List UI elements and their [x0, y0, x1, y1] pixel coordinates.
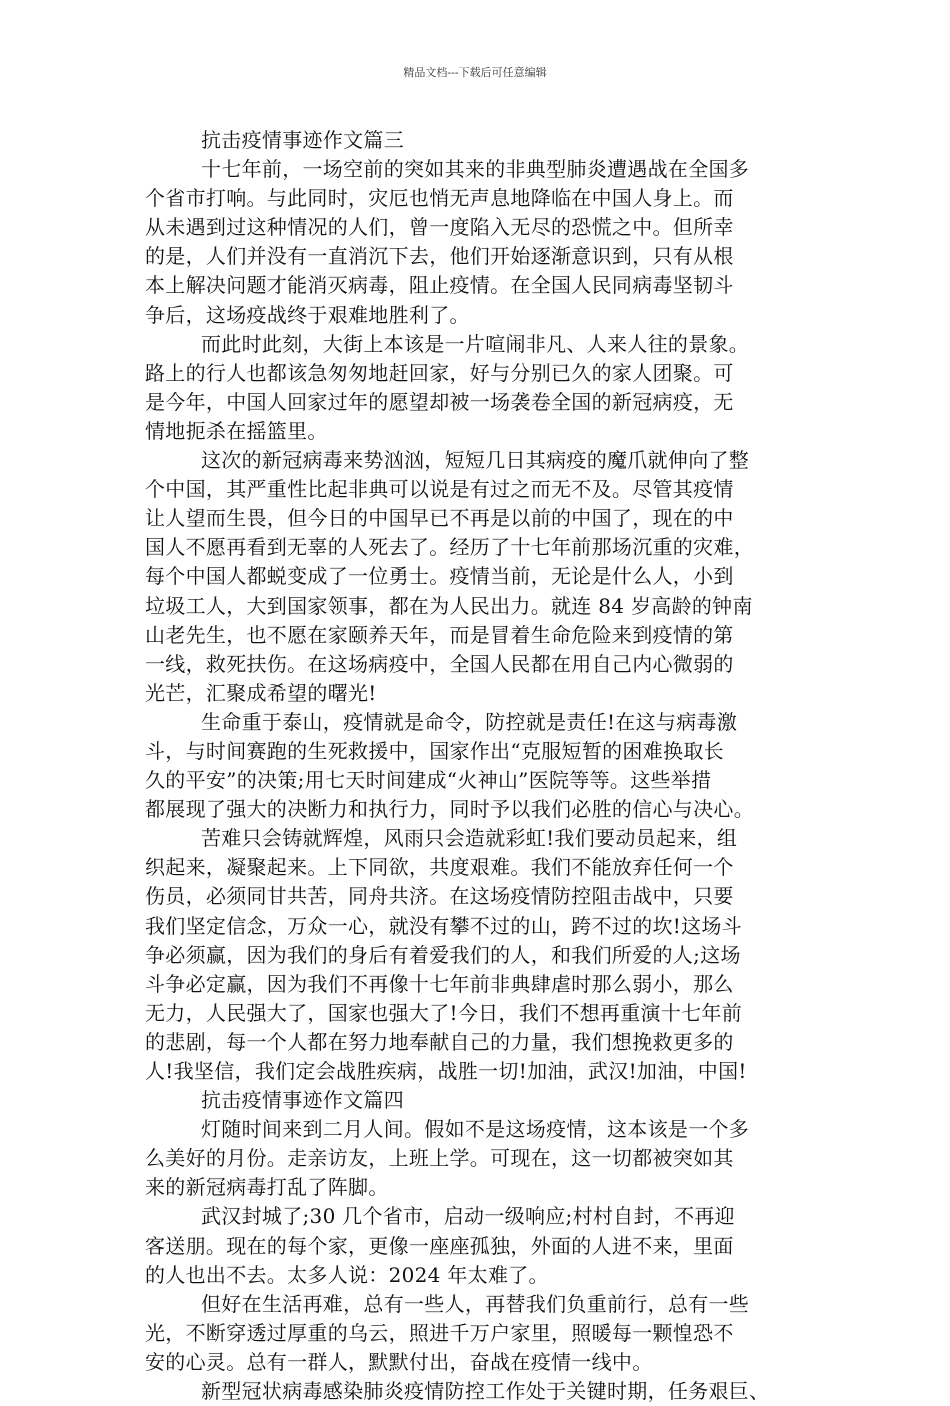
text-line: 人!我坚信，我们定会战胜疾病，战胜一切!加油，武汉!加油，中国! [145, 1059, 747, 1083]
text-line: 抗击疫情事迹作文篇三 [201, 128, 404, 152]
text-line: 么美好的月份。走亲访友，上班上学。可现在，这一切都被突如其 [145, 1146, 734, 1171]
text-line: 无力，人民强大了，国家也强大了!今日，我们不想再重演十七年前 [145, 1000, 743, 1025]
text-line: 斗，与时间赛跑的生死救援中，国家作出“克服短暂的困难换取长 [145, 738, 724, 763]
text-line: 生命重于泰山，疫情就是命令，防控就是责任!在这与病毒激 [201, 709, 738, 734]
text-line: 武汉封城了;30 几个省市，启动一级响应;村村自封，不再迎 [201, 1204, 735, 1229]
text-line: 久的平安”的决策;用七天时间建成“火神山”医院等等。这些举措 [145, 768, 712, 793]
text-line: 苦难只会铸就辉煌，风雨只会造就彩虹!我们要动员起来，组 [201, 826, 738, 851]
text-line: 新型冠状病毒感染肺炎疫情防控工作处于关键时期，任务艰巨、 [201, 1379, 770, 1404]
text-line: 个中国，其严重性比起非典可以说是有过之而无不及。尽管其疫情 [145, 477, 734, 502]
text-line: 安的心灵。总有一群人，默默付出，奋战在疫情一线中。 [145, 1349, 653, 1374]
text-line: 光芒，汇聚成希望的曙光! [145, 680, 377, 705]
text-line: 客送朋。现在的每个家，更像一座座孤独，外面的人进不来，里面 [145, 1233, 734, 1258]
text-line: 垃圾工人，大到国家领事，都在为人民出力。就连 84 岁高龄的钟南 [145, 593, 753, 618]
text-line: 光，不断穿透过厚重的乌云，照进千万户家里，照暖每一颗惶恐不 [145, 1320, 734, 1345]
text-line: 这次的新冠病毒来势汹汹，短短几日其病疫的魔爪就伸向了整 [201, 448, 750, 473]
text-line: 争后，这场疫战终于艰难地胜利了。 [145, 302, 470, 327]
text-line: 路上的行人也都该急匆匆地赶回家，好与分别已久的家人团聚。可 [145, 360, 734, 385]
text-line: 十七年前，一场空前的突如其来的非典型肺炎遭遇战在全国多 [201, 157, 750, 182]
text-line: 一线，救死扶伤。在这场病疫中，全国人民都在用自己内心微弱的 [145, 651, 734, 676]
text-line: 织起来，凝聚起来。上下同欲，共度艰难。我们不能放弃任何一个 [145, 855, 734, 880]
text-line: 从未遇到过这种情况的人们，曾一度陷入无尽的恐慌之中。但所幸 [145, 215, 734, 240]
text-line: 每个中国人都蜕变成了一位勇士。疫情当前，无论是什么人，小到 [145, 564, 734, 589]
text-line: 斗争必定赢，因为我们不再像十七年前非典肆虐时那么弱小，那么 [145, 971, 734, 996]
text-line: 情地扼杀在摇篮里。 [145, 418, 328, 443]
text-line: 的人也出不去。太多人说：2024 年太难了。 [145, 1262, 549, 1287]
text-line: 而此时此刻，大街上本该是一片喧闹非凡、人来人往的景象。 [201, 331, 750, 356]
text-line: 个省市打响。与此同时，灾厄也悄无声息地降临在中国人身上。而 [145, 186, 734, 211]
text-line: 伤员，必须同甘共苦，同舟共济。在这场疫情防控阻击战中，只要 [145, 884, 734, 909]
document-body [145, 126, 817, 1406]
text-line: 来的新冠病毒打乱了阵脚。 [145, 1175, 389, 1200]
text-line: 都展现了强大的决断力和执行力，同时予以我们必胜的信心与决心。 [145, 797, 754, 822]
text-line: 我们坚定信念，万众一心，就没有攀不过的山，跨不过的坎!这场斗 [145, 913, 743, 938]
text-line: 本上解决问题才能消灭病毒，阻止疫情。在全国人民同病毒坚韧斗 [145, 273, 734, 298]
text-line: 国人不愿再看到无辜的人死去了。经历了十七年前那场沉重的灾难， [145, 535, 754, 560]
text-line: 争必须赢，因为我们的身后有着爱我们的人，和我们所爱的人;这场 [145, 942, 741, 967]
page-header: 精品文档---下载后可任意编辑 [403, 66, 547, 79]
text-line: 抗击疫情事迹作文篇四 [201, 1088, 404, 1113]
text-line: 灯随时间来到二月人间。假如不是这场疫情，这本该是一个多 [201, 1117, 750, 1142]
text-line: 是今年，中国人回家过年的愿望却被一场袭卷全国的新冠病疫，无 [145, 389, 734, 414]
text-line: 的悲剧，每一个人都在努力地奉献自己的力量，我们想挽救更多的 [145, 1029, 734, 1054]
text-line: 让人望而生畏，但今日的中国早已不再是以前的中国了，现在的中 [145, 506, 734, 531]
text-line: 山老先生，也不愿在家颐养天年，而是冒着生命危险来到疫情的第 [145, 622, 734, 647]
text-line: 的是，人们并没有一直消沉下去，他们开始逐渐意识到，只有从根 [145, 244, 734, 269]
text-line: 但好在生活再难，总有一些人，再替我们负重前行，总有一些 [201, 1291, 750, 1316]
